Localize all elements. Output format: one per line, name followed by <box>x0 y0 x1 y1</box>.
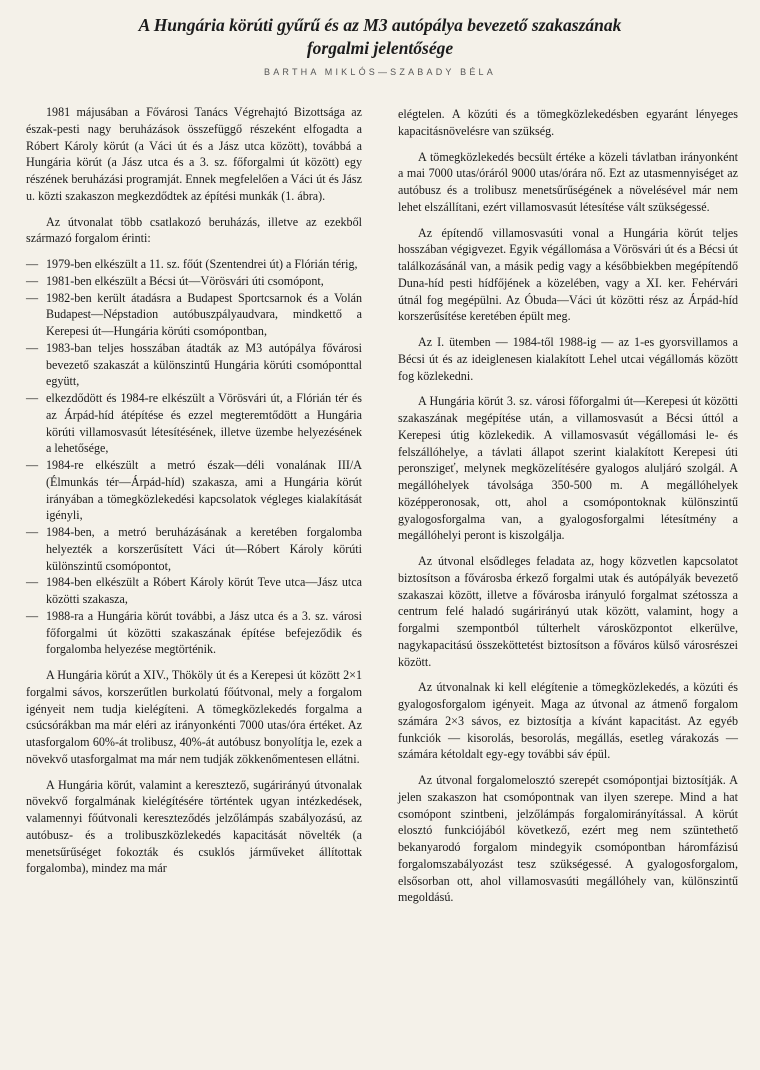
paragraph: Az útvonal forgalomelosztó szerepét csomópontjai biztosítják. A jelen szakaszon hat csomópontnak van ilyen szerepe. Mind a hat csomópont szintbeni, jelzőlámpás forgalomirányítással. A körút elosztó funkciójából következő, ezért meg nem szüntethető bekanyarodó forgalom mindegyik csomópontban háromfázisú forgalomszabályozást tesz szükségessé. A gyalogosforgalom, elsősorban ott, ahol villamosvasúti megállóhely van, különszintű megoldású. <box>398 773 738 905</box>
paragraph: Az útvonal elsődleges feladata az, hogy közvetlen kapcsolatot biztosítson a fővárosba érkező forgalmi utak és autópályák bevezető szakaszai között, illetve a fővárosba irányuló forgalmat szétossza a centrum felé haladó sugárirányú utak között, valamint, hogy a forgalmi szempontból túlterhelt városközpontot elkerülve, nagykapacitású összeköttetést biztosítson a főváros külső városrészei között. <box>398 554 738 669</box>
list-item: — 1984-ben, a metró beruházásának a keretében forgalomba helyezték a korszerűsített Váci út—Róbert Károly körúti különszintű csomópontot, <box>26 524 362 574</box>
title-line-1: A Hungária körúti gyűrű és az M3 autópálya bevezető szakaszának <box>138 15 622 35</box>
paragraph: Az útvonalat több csatlakozó beruházás, illetve az ezekből származó forgalom érinti: <box>26 214 362 246</box>
left-column <box>26 104 362 886</box>
paragraph: A Hungária körút, valamint a keresztező, sugárirányú útvonalak növekvő forgalmának kielégítésére történtek ugyan intézkedések, valamennyi főútvonali kereszteződés jelzőlámpás szabályozású, az autóbusz- és a trolibuszközlekedés kapacitását növelték (a menetsűrűséget fokozták és csuklós járműveket állítottak forgalomba), mindez ma már <box>26 777 362 876</box>
title-line-2: forgalmi jelentősége <box>306 38 454 58</box>
paragraph: A Hungária körút 3. sz. városi főforgalmi út—Kerepesi út közötti szakaszának megépítése után, a villamosvasút a Bécsi úttól a Kerepesi útig közlekedik. A villamosvasút végállomási le- és felszállóhelye, a távlati állapot szerint kialakított Kerepesi úti peronszigeť, melynek megközelítésére gyalogos aluljáró szolgál. A megállóhelyek távolsága 350-500 m. A megállóhelyek középperonosak, ott, ahol a csomópontoknak különszintű gyalogosforgalma van, a gyalogosforgalmi létesítmény a megállóhelyi peront is kiszolgálja. <box>398 394 738 543</box>
paragraph: Az I. ütemben — 1984-től 1988-ig — az 1-es gyorsvillamos a Bécsi út és az ideiglenesen kialakított Lehel utcai végállomás között fog közlekedni. <box>398 335 738 383</box>
list-item: — 1979-ben elkészült a 11. sz. főút (Szentendrei út) a Flórián térig, <box>26 256 362 273</box>
list-item: — 1984-ben elkészült a Róbert Károly körút Teve utca—Jász utca közötti szakasza, <box>26 574 362 608</box>
paragraph: Az építendő villamosvasúti vonal a Hungária körút teljes hosszában végigvezet. Egyik végállomása a Vörösvári út és a Bécsi út találkozásánál van, a másik pedig vagy a későbbiekben megépítendő Duna-híd pesti hídfőjének a közelében, vagy a XI. ker. Fehérvári útnál fog megépülni. Az Óbuda—Váci út közötti rész az Árpád-híd korszerűsítése keretében épült meg. <box>398 225 738 324</box>
list-item: — 1982-ben került átadásra a Budapest Sportcsarnok és a Volán Budapest—Népstadion autóbuszpályaudvara, mindkettő a Kerepesi út—Hungária körúti csomópontban, <box>26 290 362 340</box>
paragraph: A Hungária körút a XIV., Thököly út és a Kerepesi út között 2×1 forgalmi sávos, korszerűtlen burkolatú főútvonal, mely a forgalom igényeit nem tudja kielégíteni. A tömegközlekedés forgalma a csúcsórákban ma már eléri az irányonkénti 7000 utas/óra értéket. Az utasforgalom 60%-át trolibusz, 40%-át autóbusz bonyolítja le, ezek a növekvő utasforgalmat ma már nem tudják zökkenőmentesen ellátni. <box>26 668 362 766</box>
paragraph: A tömegközlekedés becsült értéke a közeli távlatban irányonként a mai 7000 utas/óráról 9000 utas/órára nő. Ezt az utasmennyiséget az autóbusz és a trolibusz menetsűrűségének a növelésével már nem lehet elszállítani, ezért villamosvasút létesítése vált szükségessé. <box>398 149 738 214</box>
list-item: — 1988-ra a Hungária körút további, a Jász utca és a 3. sz. városi főforgalmi út közötti szakaszának építése befejeződik és forgalomba helyezése megtörténik. <box>26 608 362 658</box>
paragraph: Az útvonalnak ki kell elégítenie a tömegközlekedés, a közúti és gyalogosforgalom igényeit. Maga az útvonal az átmenő forgalom számára 2×3 sávos, ez biztosítja a kívánt kapacitást. Az egyéb funkciók — kisorolás, besorolás, megállás, esetleg várakozás — számára kétoldalt egy-egy további sáv épül. <box>398 680 738 762</box>
list-item: — 1983-ban teljes hosszában átadták az M3 autópálya fővárosi bevezető szakaszát a különszintű Hungária körúti csomóponttal együtt, <box>26 340 362 390</box>
article-authors: BARTHA MIKLÓS—SZABADY BÉLA <box>264 67 496 77</box>
list-item: — elkezdődött és 1984-re elkészült a Vörösvári út, a Flórián tér és az Árpád-híd átépítése és ezzel megteremtődött a Hungária körúti villamosvasút létesítésének, illetve üzembe helyezésének a lehetősége, <box>26 390 362 457</box>
paragraph: 1981 májusában a Fővárosi Tanács Végrehajtó Bizottsága az észak-pesti nagy beruházások összefüggő részeként elfogadta a Róbert Károly körút (a Váci út és a Jász utca között), továbbá a Hungária körút (a Jász utca és a 3. sz. főforgalmi út között) egy részének beruházási programját. Ennek megfelelően a Váci út és Jász u. közti szakaszon megkezdődtek az építési munkák (1. ábra). <box>26 105 362 203</box>
related-projects-list <box>26 256 362 658</box>
right-column <box>398 106 738 915</box>
paragraph-continued: elégtelen. A közúti és a tömegközlekedésben egyaránt lényeges kapacitásnövelésre van szükség. <box>398 107 738 138</box>
article-title <box>0 14 760 60</box>
list-item: — 1981-ben elkészült a Bécsi út—Vörösvári úti csomópont, <box>26 273 362 290</box>
list-item: — 1984-re elkészült a metró észak—déli vonalának III/A (Élmunkás tér—Árpád-híd) szakasza, ami a Hungária körút irányában a tömegközlekedési kapcsolatok végleges kialakítását igényli, <box>26 457 362 524</box>
